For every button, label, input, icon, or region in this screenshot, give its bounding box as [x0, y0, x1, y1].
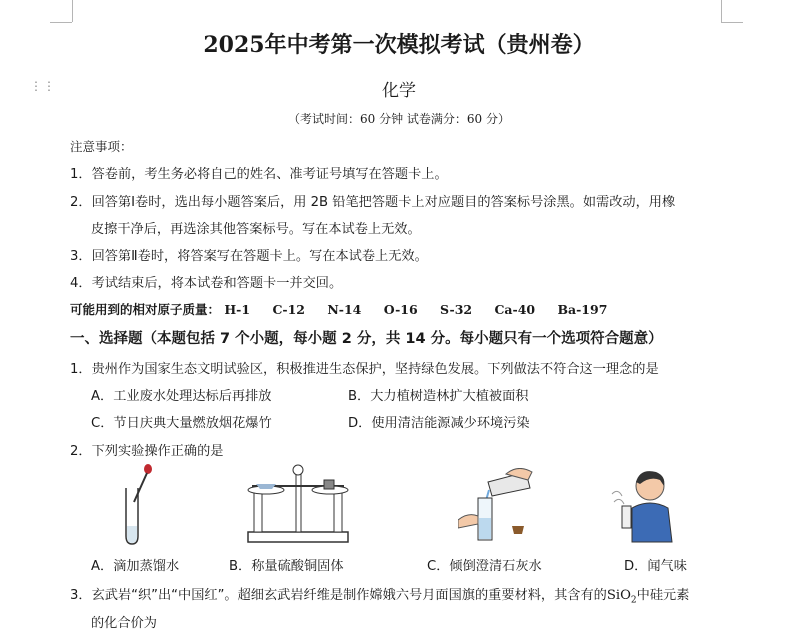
- notice-item-2: 2．回答第Ⅰ卷时，选出每小题答案后，用 2B 铅笔把答题卡上对应题目的答案标号涂黑。如需改动，用橡: [70, 195, 676, 210]
- page-title: 2025年中考第一次模拟考试（贵州卷）: [203, 32, 595, 58]
- subject-title: 化学: [382, 81, 416, 101]
- exam-info: （考试时间：60 分钟 试卷满分：60 分）: [288, 112, 510, 126]
- notice-item-4: 4．考试结束后，将本试卷和答题卡一并交回。: [70, 276, 343, 291]
- q2-option-c[interactable]: C．倾倒澄清石灰水: [427, 559, 542, 574]
- notice-item-3: 3．回答第Ⅱ卷时，将答案写在答题卡上。写在本试卷上无效。: [70, 249, 428, 264]
- q1-option-b[interactable]: B．大力植树造林扩大植被面积: [348, 389, 529, 404]
- drag-handle-icon[interactable]: ⋮⋮: [30, 79, 56, 93]
- notice-heading: 注意事项：: [70, 139, 133, 154]
- q1-option-a[interactable]: A．工业废水处理达标后再排放: [91, 389, 272, 404]
- weight: [324, 480, 334, 489]
- dropper-test-tube-figure: [118, 462, 158, 547]
- dropper-bulb: [144, 464, 152, 474]
- q3-formula: SiO: [606, 588, 631, 603]
- q2-stem: 2．下列实验操作正确的是: [70, 444, 224, 459]
- page-corner-mark-right: [721, 0, 722, 22]
- balance-figure: [242, 462, 354, 547]
- section-heading: 一、选择题（本题包括 7 个小题，每小题 2 分，共 14 分。每小题只有一个选项符合题意）: [70, 331, 663, 347]
- atom-o: O-16: [383, 302, 418, 317]
- q2-option-d[interactable]: D．闻气味: [624, 559, 687, 574]
- q3-stem-after: 中硅元素: [636, 588, 690, 603]
- page-corner-mark-right-h: [721, 22, 743, 23]
- atom-h: H-1: [224, 302, 251, 317]
- atom-ba: Ba-197: [557, 302, 608, 317]
- notice-item-1: 1．答卷前，考生务必将自己的姓名、准考证号填写在答题卡上。: [70, 167, 448, 182]
- q3-formula-sub: 2: [630, 595, 637, 606]
- test-tube-liquid: [127, 526, 137, 543]
- dropper-tube: [134, 473, 147, 502]
- q3-stem-line2: 的化合价为: [91, 616, 157, 631]
- q3-stem-before: 3．玄武岩“织”出“中国红”。超细玄武岩纤维是制作嫦娥六号月面国旗的重要材料，其含有的: [70, 588, 607, 603]
- q2-option-b[interactable]: B．称量硫酸铜固体: [229, 559, 344, 574]
- atomic-masses-label: 可能用到的相对原子质量：: [70, 302, 221, 317]
- page-corner-mark-left: [72, 0, 73, 22]
- pouring-figure: [458, 468, 538, 546]
- atom-n: N-14: [327, 302, 362, 317]
- atom-ca: Ca-40: [494, 302, 536, 317]
- q2-option-a[interactable]: A．滴加蒸馏水: [91, 559, 180, 574]
- q1-option-d[interactable]: D．使用清洁能源减少环境污染: [348, 416, 530, 431]
- q1-stem: 1．贵州作为国家生态文明试验区，积极推进生态保护，坚持绿色发展。下列做法不符合这一理念的是: [70, 362, 659, 377]
- atom-s: S-32: [440, 302, 473, 317]
- notice-item-2-cont: 皮擦干净后，再选涂其他答案标号。写在本试卷上无效。: [91, 222, 421, 237]
- smelling-figure: [610, 468, 682, 546]
- stopper: [512, 526, 524, 534]
- atomic-masses: [70, 300, 625, 318]
- atom-c: C-12: [272, 302, 305, 317]
- q1-option-c[interactable]: C．节日庆典大量燃放烟花爆竹: [91, 416, 272, 431]
- q3-stem: [70, 584, 689, 606]
- page-corner-mark-left-h: [50, 22, 72, 23]
